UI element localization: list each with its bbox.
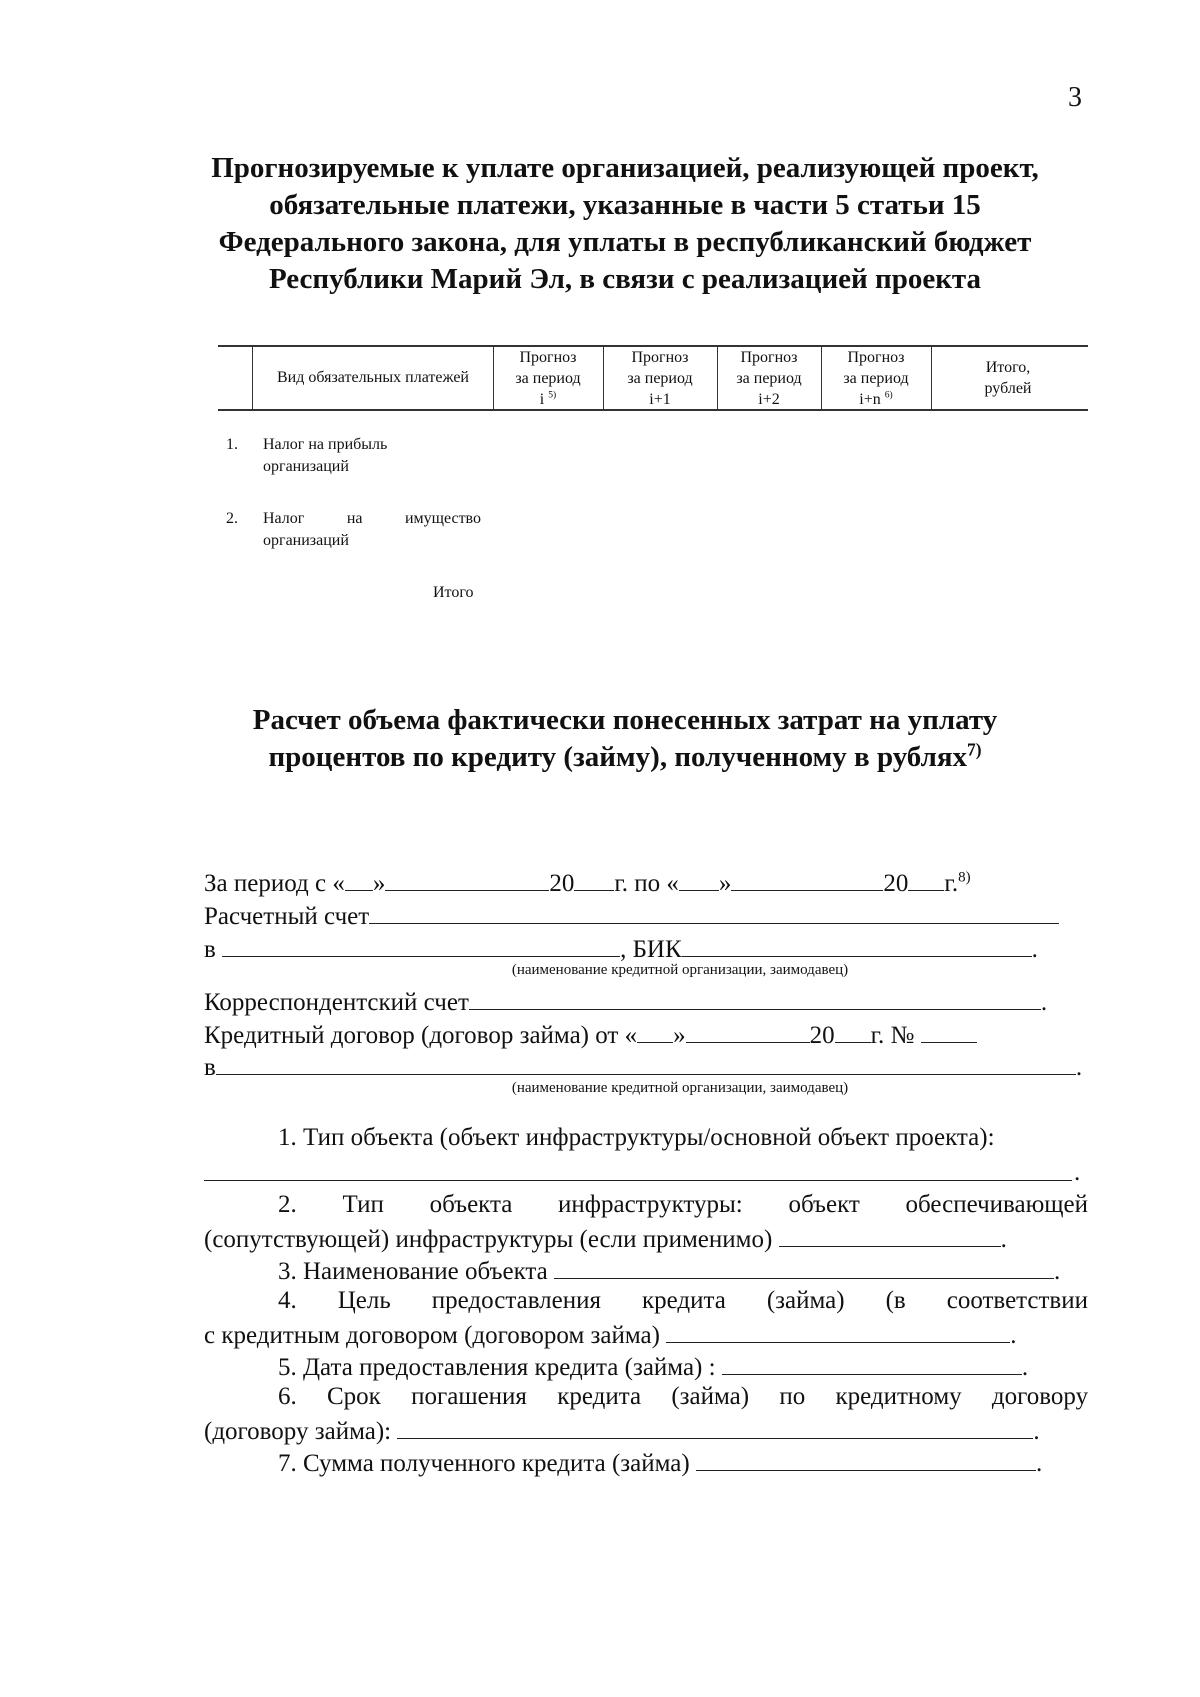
title-line: Прогнозируемые к уплате организацией, реализующей проект, [211, 152, 1039, 184]
title-line: Расчет объема фактически понесенных затрат на уплату [252, 704, 998, 736]
item-4-line1: 4. Цель предоставления кредита (займа) (в соответствии [278, 1287, 1088, 1314]
lender-caption: (наименование кредитной организации, заимодавец) [511, 1080, 849, 1096]
bik-blank[interactable] [682, 932, 1032, 957]
item-2-blank[interactable] [779, 1222, 1001, 1247]
row-number: 1. [226, 436, 238, 453]
item-7: 7. Сумма полученного кредита (займа) . [278, 1446, 1042, 1479]
item-3: 3. Наименование объекта . [278, 1254, 1060, 1287]
account-blank[interactable] [369, 899, 1059, 924]
lender-blank[interactable] [216, 1050, 1076, 1075]
month-blank[interactable] [385, 866, 549, 891]
year-blank[interactable] [574, 866, 614, 891]
section-title-payments [180, 150, 1070, 298]
bank-line: в , БИК . [204, 932, 1038, 965]
corr-account-line: Корреспондентский счет . [204, 985, 1047, 1018]
item-2-line1: 2. Тип объекта инфраструктуры: объект обеспечивающей [278, 1191, 1089, 1218]
title-line: обязательные платежи, указанные в части 5 статьи 15 [269, 189, 981, 221]
year-blank[interactable] [835, 1018, 871, 1043]
corr-account-blank[interactable] [469, 985, 1041, 1010]
title-line: процентов по кредиту (займу), полученному в рублях$^{7)}$ [268, 739, 982, 773]
header-forecast-i: Прогноз за период i $^{5)}$ [515, 349, 581, 408]
table-divider [252, 345, 253, 409]
year-blank[interactable] [908, 866, 944, 891]
item-7-blank[interactable] [696, 1446, 1036, 1471]
page-number: 3 [1068, 82, 1082, 113]
item-2-line2: (сопутствующей) инфраструктуры (если применимо) . [204, 1222, 1007, 1255]
row-label-property-tax: Налог на имущество организаций [263, 510, 481, 549]
header-forecast-in: Прогноз за период i+n $^{6)}$ [843, 349, 909, 408]
account-line: Расчетный счет [204, 899, 1059, 932]
table-divider [493, 345, 494, 409]
title-line: Федерального закона, для уплаты в республиканский бюджет [218, 226, 1032, 258]
month-blank[interactable] [686, 1018, 810, 1043]
title-line: Республики Марий Эл, в связи с реализацией проекта [268, 263, 982, 295]
period-line: За период с « » 20 г. по « » 20 г.$^{8)}$ [204, 866, 971, 899]
item-6-blank[interactable] [397, 1414, 1033, 1439]
item-6-line2: (договору займа): . [204, 1414, 1040, 1447]
row-number: 2. [226, 510, 238, 527]
header-forecast-i1: Прогноз за период i+1 [627, 349, 693, 408]
row-label-total: Итого [433, 584, 474, 601]
table-divider [821, 345, 822, 409]
contract-line: Кредитный договор (договор займа) от « » 20 г. № [204, 1018, 977, 1051]
header-payment-type: Вид обязательных платежей [276, 369, 469, 386]
contract-number-blank[interactable] [921, 1018, 977, 1043]
item-5: 5. Дата предоставления кредита (займа) : . [278, 1350, 1028, 1383]
day-blank[interactable] [637, 1018, 673, 1043]
day-blank[interactable] [679, 866, 719, 891]
table-divider [603, 345, 604, 409]
item-5-blank[interactable] [722, 1350, 1022, 1375]
item-4-line2: с кредитным договором (договором займа) . [204, 1318, 1016, 1351]
item-1-dot: . [1074, 1159, 1081, 1186]
table-divider [717, 345, 718, 409]
day-blank[interactable] [345, 866, 373, 891]
bank-name-blank[interactable] [222, 932, 620, 957]
month-blank[interactable] [731, 866, 883, 891]
header-forecast-i2: Прогноз за период i+2 [736, 349, 802, 408]
lender-line: в . [204, 1050, 1082, 1083]
header-total-rubles: Итого, рублей [984, 359, 1032, 397]
section-title-interest [180, 702, 1070, 776]
bank-caption: (наименование кредитной организации, заимодавец) [511, 962, 849, 978]
item-1-blank[interactable] [204, 1180, 1072, 1181]
table-divider [931, 345, 932, 409]
row-label-profit-tax: Налог на прибыль организаций [263, 436, 388, 475]
item-4-blank[interactable] [666, 1318, 1010, 1343]
item-1: 1. Тип объекта (объект инфраструктуры/основной объект проекта): [278, 1124, 995, 1151]
item-6-line1: 6. Срок погашения кредита (займа) по кредитному договору [278, 1383, 1089, 1410]
item-3-blank[interactable] [554, 1254, 1054, 1279]
